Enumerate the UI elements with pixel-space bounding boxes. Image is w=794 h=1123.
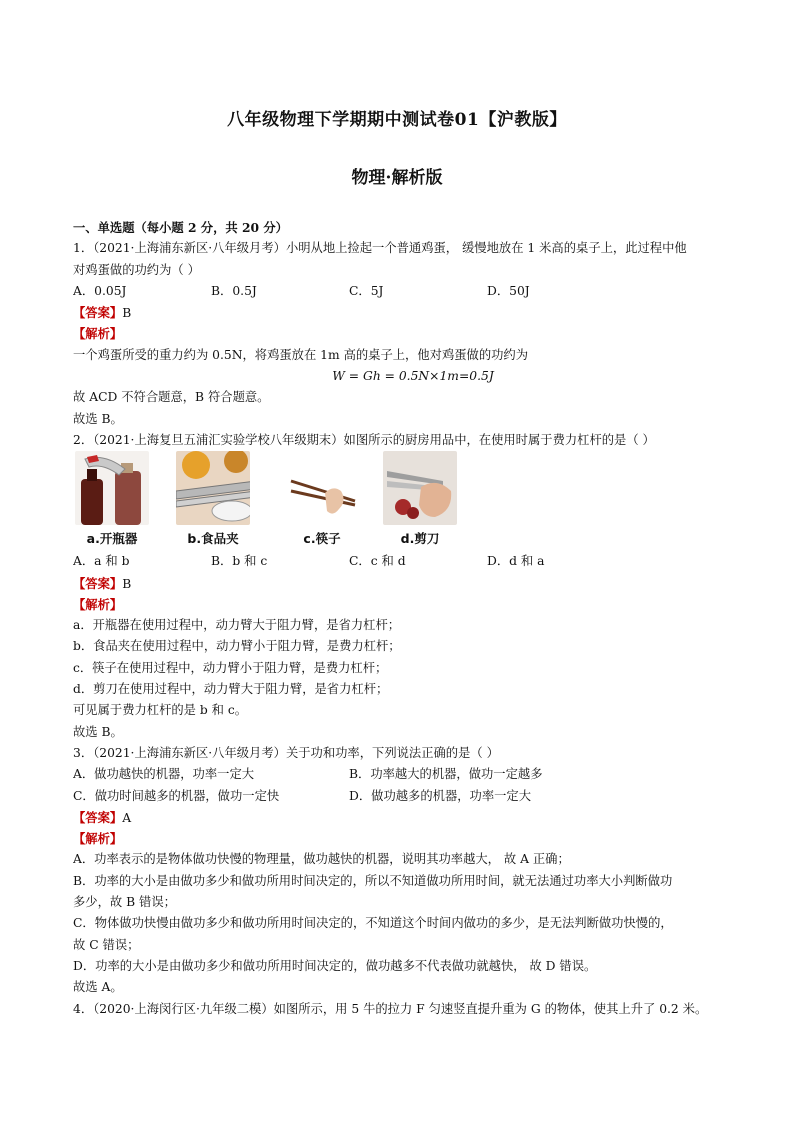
q2-figure-c-caption: c.筷子	[303, 531, 341, 547]
q1-analysis-tag: 【解析】	[73, 326, 123, 342]
q1-answer-value: B	[122, 306, 132, 321]
q3-option-c: C．做功时间越多的机器，做功一定快	[73, 788, 280, 803]
q1-options	[73, 281, 733, 302]
q2-answer-value: B	[122, 576, 132, 591]
q1-answer	[73, 302, 733, 323]
answer-tag: 【答案】	[73, 305, 123, 321]
q4-stem-line1: 4．（2020·上海闵行区·九年级二模）如图所示，用 5 牛的拉力 F 匀速竖直提升重为 G 的物体，使其上升了 0.2 米。	[73, 1001, 708, 1016]
q2-option-c: C．c 和 d	[349, 554, 406, 569]
q2-stem-line1: 2．（2021·上海复旦五浦汇实验学校八年级期末）如图所示的厨房用品中，在使用时属于费力杠杆的是（ ）	[73, 432, 655, 447]
q1-analysis-line: 故选 B。	[73, 411, 123, 426]
q1-analysis-line: 一个鸡蛋所受的重力约为 0.5N，将鸡蛋放在 1m 高的桌子上，他对鸡蛋做的功约为	[73, 347, 529, 362]
q2-analysis-line: a．开瓶器在使用过程中，动力臂大于阻力臂，是省力杠杆；	[73, 618, 401, 633]
q3-analysis-line: 故选 A。	[73, 980, 123, 995]
q2-figure-d-caption: d.剪刀	[400, 531, 440, 547]
page-title: 八年级物理下学期期中测试卷01【沪教版】	[227, 110, 567, 130]
q2-analysis-line: b．食品夹在使用过程中，动力臂小于阻力臂，是费力杠杆；	[73, 639, 401, 654]
q2-figure-d	[383, 451, 457, 547]
q2-figure-a	[75, 451, 149, 547]
q1-option-b: B．0.5J	[211, 283, 257, 298]
q2-analysis-line: 可见属于费力杠杆的是 b 和 c。	[73, 703, 248, 718]
q3-analysis-line: C．物体做功快慢由做功多少和做功所用时间决定的，不知道这个时间内做功的多少，是无法判断做功快慢的，	[73, 916, 673, 931]
q2-analysis-line: c．筷子在使用过程中，动力臂小于阻力臂，是费力杠杆；	[73, 660, 388, 675]
q2-figure-a-caption: a.开瓶器	[86, 531, 138, 547]
q3-analysis-tag: 【解析】	[73, 831, 123, 847]
q3-options-row1	[73, 764, 733, 785]
q2-answer	[73, 573, 733, 594]
q3-analysis-line: B．功率的大小是由做功多少和做功所用时间决定的，所以不知道做功所用时间，就无法通过功率大小判断做功	[73, 873, 673, 888]
scissors-image	[383, 451, 457, 525]
q3-answer-value: A	[122, 810, 132, 825]
q3-stem-line1: 3．（2021·上海浦东新区·八年级月考）关于功和功率，下列说法正确的是（ ）	[73, 745, 499, 760]
section-heading: 一、单选题（每小题 2 分，共 20 分）	[73, 220, 288, 235]
q2-analysis-line: 故选 B。	[73, 724, 123, 739]
exam-content	[73, 217, 733, 1020]
q2-option-d: D．d 和 a	[487, 554, 545, 569]
q3-analysis-line: D．功率的大小是由做功多少和做功所用时间决定的，做功越多不代表做功就越快， 故 D 错误。	[73, 958, 597, 973]
chopsticks-image	[285, 451, 359, 525]
q2-option-b: B．b 和 c	[211, 554, 268, 569]
q1-option-c: C．5J	[349, 283, 384, 298]
q2-figure-c	[285, 451, 359, 547]
bottle-opener-image	[75, 451, 149, 525]
q2-figure-b	[176, 451, 250, 547]
q2-analysis-line: d．剪刀在使用过程中，动力臂大于阻力臂，是省力杠杆；	[73, 682, 389, 697]
q3-option-a: A．做功越快的机器，功率一定大	[73, 767, 255, 782]
q3-analysis-line: A．功率表示的是物体做功快慢的物理量，做功越快的机器，说明其功率越大， 故 A 正确；	[73, 852, 570, 867]
q1-analysis-line: 故 ACD 不符合题意，B 符合题意。	[73, 390, 270, 405]
answer-tag: 【答案】	[73, 809, 123, 825]
q1-formula: W = Gh = 0.5N×1m=0.5J	[332, 369, 494, 384]
q1-option-d: D．50J	[487, 283, 530, 298]
q1-option-a: A．0.05J	[73, 283, 127, 298]
q3-answer	[73, 807, 733, 828]
q3-options-row2	[73, 786, 733, 807]
q2-figure-b-caption: b.食品夹	[187, 531, 239, 547]
q2-analysis-tag: 【解析】	[73, 596, 123, 612]
q2-figure-row	[73, 451, 733, 551]
answer-tag: 【答案】	[73, 575, 123, 591]
q1-stem-line1: 1．（2021·上海浦东新区·八年级月考）小明从地上捡起一个普通鸡蛋， 缓慢地放在 1 米高的桌子上，此过程中他	[73, 241, 687, 256]
q3-option-b: B．功率越大的机器，做功一定越多	[349, 767, 543, 782]
q2-options	[73, 551, 733, 572]
page-subtitle: 物理·解析版	[351, 168, 443, 188]
q2-option-a: A．a 和 b	[73, 554, 130, 569]
food-tongs-image	[176, 451, 250, 525]
q1-stem-line2: 对鸡蛋做的功约为（ ）	[73, 262, 200, 277]
q3-option-d: D．做功越多的机器，功率一定大	[349, 788, 532, 803]
q3-analysis-line: 故 C 错误；	[73, 937, 140, 952]
q3-analysis-line: 多少，故 B 错误；	[73, 895, 176, 910]
